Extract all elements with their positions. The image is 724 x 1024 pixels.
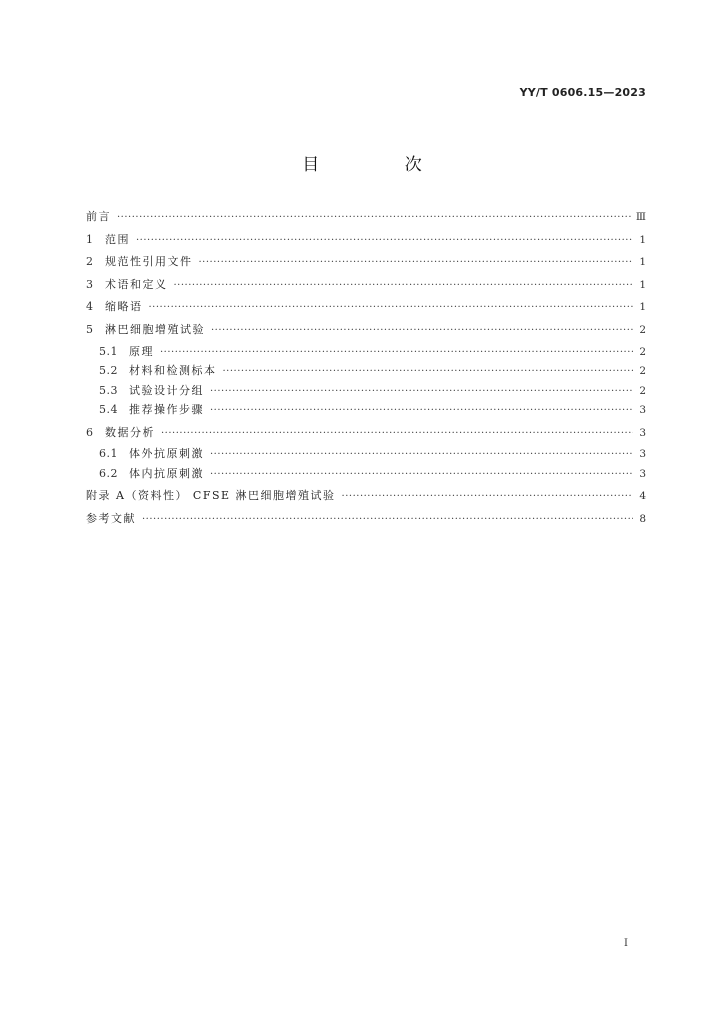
toc-leader-dots	[199, 252, 634, 275]
toc-entry-4[interactable]	[86, 296, 646, 319]
toc-leader-dots	[210, 401, 633, 421]
toc-entry-page: 2	[639, 365, 646, 378]
toc-leader-dots	[149, 297, 634, 320]
toc-entry-5-3[interactable]	[86, 381, 646, 401]
toc-leader-dots	[117, 207, 631, 230]
toc-entry-page: 2	[639, 323, 646, 336]
toc-entry-number: 5.4	[99, 403, 118, 417]
toc-entry-text: 体外抗原刺激	[129, 447, 204, 461]
toc-leader-dots	[342, 486, 633, 509]
toc-leader-dots	[210, 382, 633, 402]
toc-entry-text: 范围	[105, 232, 130, 246]
toc-entry-page: 2	[639, 384, 646, 397]
toc-entry-page: 3	[639, 404, 646, 417]
toc-entry-text: 数据分析	[105, 425, 155, 439]
toc-entry-page: 1	[639, 256, 646, 269]
toc-entry-text: 参考文献	[86, 511, 136, 525]
toc-entry-5[interactable]	[86, 319, 646, 342]
toc-entry-1[interactable]	[86, 229, 646, 252]
toc-leader-dots	[142, 509, 633, 532]
toc-entry-page: 1	[639, 301, 646, 314]
toc-entry-text: 淋巴细胞增殖试验	[105, 322, 205, 336]
toc-entry-6-1[interactable]	[86, 444, 646, 464]
toc-leader-dots	[161, 423, 633, 446]
toc-title: 目 次	[302, 155, 462, 175]
toc-leader-dots	[210, 445, 633, 465]
toc-entry-3[interactable]	[86, 274, 646, 297]
toc-leader-dots	[160, 343, 633, 363]
toc-leader-dots	[174, 275, 634, 298]
toc-entry-number: 4	[86, 300, 94, 314]
toc-entry-text: 推荐操作步骤	[129, 403, 204, 417]
toc-entry-references[interactable]	[86, 508, 646, 531]
toc-entry-2[interactable]	[86, 251, 646, 274]
toc-entry-text: 原理	[129, 344, 154, 358]
toc-entry-text: 规范性引用文件	[105, 255, 193, 269]
toc-entry-appendix-a[interactable]	[86, 485, 646, 508]
toc-entry-text: 体内抗原刺激	[129, 466, 204, 480]
toc-entry-number: 1	[86, 232, 94, 246]
toc-entry-page: 3	[639, 448, 646, 461]
toc-entry-text: 试验设计分组	[129, 383, 204, 397]
toc-entry-page: 8	[639, 512, 646, 525]
toc-entry-page: Ⅲ	[635, 211, 646, 223]
toc-entry-number: 3	[86, 277, 94, 291]
toc-entry-page: 3	[639, 467, 646, 480]
toc-entry-page: 4	[639, 490, 646, 503]
toc-entry-page: 1	[639, 278, 646, 291]
toc-entry-number: 5.2	[99, 364, 118, 378]
toc-leader-dots	[210, 465, 633, 485]
toc-entry-6-2[interactable]	[86, 464, 646, 484]
toc-entry-page: 1	[639, 233, 646, 246]
toc-entry-number: 5.1	[99, 344, 118, 358]
toc-leader-dots	[211, 320, 633, 343]
document-number: YY/T 0606.15—2023	[519, 86, 646, 99]
toc-entry-text: 缩略语	[105, 300, 143, 314]
toc-entry-text: 术语和定义	[105, 277, 168, 291]
toc-entry-foreword[interactable]	[86, 206, 646, 229]
toc-entry-number: 5.3	[99, 383, 118, 397]
toc-entry-number: 6.1	[99, 447, 118, 461]
table-of-contents	[86, 206, 646, 530]
toc-entry-page: 3	[639, 426, 646, 439]
toc-leader-dots	[136, 230, 633, 253]
toc-entry-text: 附录 A（资料性） CFSE 淋巴细胞增殖试验	[86, 489, 336, 503]
toc-entry-5-2[interactable]	[86, 361, 646, 381]
toc-entry-page: 2	[639, 345, 646, 358]
toc-leader-dots	[223, 362, 634, 382]
toc-entry-number: 5	[86, 322, 94, 336]
toc-entry-number: 6.2	[99, 466, 118, 480]
toc-entry-text: 前言	[86, 210, 111, 223]
toc-entry-5-1[interactable]	[86, 342, 646, 362]
toc-entry-6[interactable]	[86, 422, 646, 445]
toc-entry-5-4[interactable]	[86, 400, 646, 420]
toc-entry-text: 材料和检测标本	[129, 364, 217, 378]
toc-entry-number: 6	[86, 425, 94, 439]
toc-entry-number: 2	[86, 255, 94, 269]
page-number: I	[624, 938, 628, 949]
